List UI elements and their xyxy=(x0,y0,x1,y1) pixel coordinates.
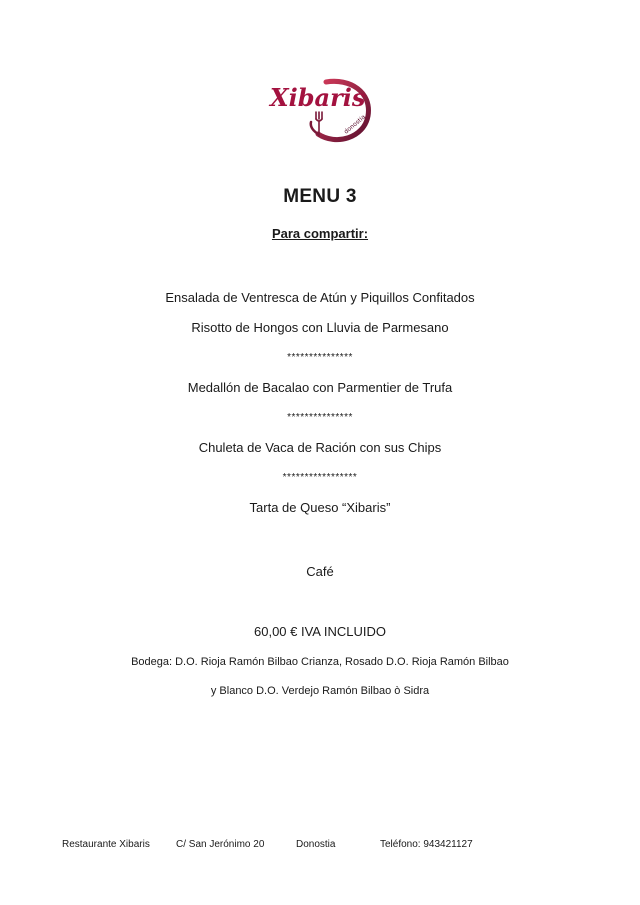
menu-title: MENU 3 xyxy=(283,186,357,207)
separator-2: *************** xyxy=(287,412,353,423)
dish-bacalao: Medallón de Bacalao con Parmentier de Trufa xyxy=(187,380,453,395)
footer-restaurant-name: Restaurante Xibaris xyxy=(62,839,150,850)
coffee: Café xyxy=(306,564,334,579)
bodega-line-1: Bodega: D.O. Rioja Ramón Bilbao Crianza, Rosado D.O. Rioja Ramón Bilbao xyxy=(131,656,509,668)
price: 60,00 € IVA INCLUIDO xyxy=(254,624,386,639)
separator-3: ***************** xyxy=(282,472,358,483)
footer-address: C/ San Jerónimo 20 xyxy=(176,839,265,850)
separator-1: *************** xyxy=(287,352,353,363)
footer-city: Donostia xyxy=(296,839,336,850)
menu-subtitle: Para compartir: xyxy=(271,226,369,241)
dish-tarta: Tarta de Queso “Xibaris” xyxy=(249,500,391,515)
logo-brand-text: Xibaris xyxy=(270,83,366,112)
logo-sub-text: donostia xyxy=(342,113,368,136)
footer-phone: Teléfono: 943421127 xyxy=(380,839,473,850)
dish-ensalada: Ensalada de Ventresca de Atún y Piquillos Confitados xyxy=(165,290,475,305)
bodega-line-2: y Blanco D.O. Verdejo Ramón Bilbao ò Sidra xyxy=(210,685,430,697)
dish-risotto: Risotto de Hongos con Lluvia de Parmesano xyxy=(191,320,449,335)
restaurant-logo xyxy=(264,72,380,150)
dish-chuleta: Chuleta de Vaca de Ración con sus Chips xyxy=(198,440,442,455)
